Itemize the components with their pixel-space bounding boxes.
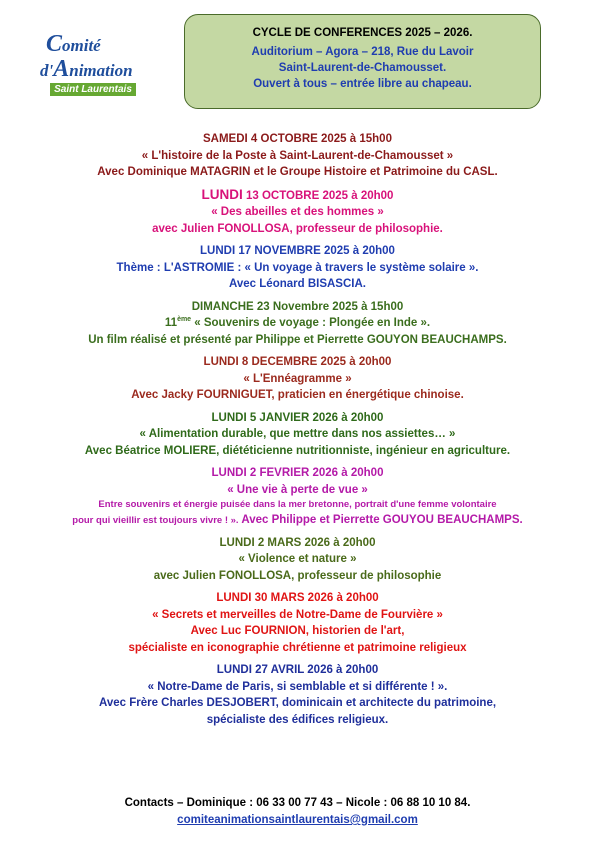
event-speaker: Avec Luc FOURNION, historien de l'art, — [190, 625, 405, 637]
event-title: « Des abeilles et des hommes » — [211, 206, 384, 218]
event-7 — [0, 465, 595, 529]
event-speaker-detail: spécialiste en iconographie chrétienne et patrimoine religieux — [128, 641, 467, 654]
event-9 — [0, 590, 595, 656]
event-2 — [0, 187, 595, 238]
event-date: LUNDI 2 MARS 2026 à 20h00 — [219, 536, 376, 549]
event-date: LUNDI 5 JANVIER 2026 à 20h00 — [211, 411, 384, 424]
event-8 — [0, 535, 595, 585]
event-speaker: avec Julien FONOLLOSA, professeur de philosophie. — [152, 222, 443, 235]
event-date: LUNDI 13 OCTOBRE 2025 à 20h00 — [201, 186, 394, 202]
event-date: LUNDI 30 MARS 2026 à 20h00 — [216, 592, 379, 604]
event-speaker: Avec Frère Charles DESJOBERT, dominicain et architecte du patrimoine, — [98, 697, 497, 709]
logo — [40, 32, 140, 98]
event-title: « L'Ennéagramme » — [243, 372, 352, 385]
logo-line-animation: d'Animation — [40, 56, 133, 82]
header-title: CYCLE DE CONFERENCES 2025 – 2026. — [252, 27, 473, 39]
event-date: SAMEDI 4 OCTOBRE 2025 à 15h00 — [203, 133, 392, 145]
header-access: Ouvert à tous – entrée libre au chapeau. — [253, 78, 472, 90]
event-speaker: pour qui vieillir est toujours vivre ! ». Avec Philippe et Pierrette GOUYOU BEAUCHAMPS. — [72, 514, 523, 526]
event-description: Entre souvenirs et énergie puisée dans la mer bretonne, portrait d'une femme volontaire — [98, 499, 497, 510]
event-speaker: Avec Jacky FOURNIGUET, praticien en énergétique chinoise. — [131, 389, 464, 401]
event-speaker: Avec Béatrice MOLIERE, diététicienne nutritionniste, ingénieur en agriculture. — [84, 444, 511, 457]
header-address: Auditorium – Agora – 218, Rue du Lavoir — [251, 46, 474, 58]
event-date: LUNDI 2 FEVRIER 2026 à 20h00 — [211, 467, 384, 479]
event-3 — [0, 243, 595, 293]
event-title: « L'histoire de la Poste à Saint-Laurent-de-Chamousset » — [141, 149, 454, 162]
contact-email-link[interactable]: comiteanimationsaintlaurentais@gmail.com — [177, 814, 418, 826]
event-6 — [0, 410, 595, 460]
event-title: « Une vie à perte de vue » — [227, 483, 368, 496]
event-date: LUNDI 27 AVRIL 2026 à 20h00 — [216, 664, 379, 676]
event-title: 11ème « Souvenirs de voyage : Plongée en Inde ». — [164, 316, 431, 329]
event-speaker: Avec Dominique MATAGRIN et le Groupe Histoire et Patrimoine du CASL. — [97, 166, 498, 178]
event-speaker: avec Julien FONOLLOSA, professeur de philosophie — [153, 569, 442, 582]
events-list — [0, 131, 595, 734]
contacts — [0, 795, 595, 829]
logo-line-comite: Comité — [46, 31, 101, 57]
event-date: LUNDI 17 NOVEMBRE 2025 à 20h00 — [200, 245, 395, 257]
logo-bar: Saint Laurentais — [50, 83, 136, 96]
event-1 — [0, 131, 595, 181]
event-title: « Secrets et merveilles de Notre-Dame de Fourvière » — [152, 608, 443, 621]
event-5 — [0, 354, 595, 404]
event-speaker-detail: spécialiste des édifices religieux. — [206, 713, 389, 726]
contacts-phones: Contacts – Dominique : 06 33 00 77 43 – Nicole : 06 88 10 10 84. — [124, 797, 471, 809]
event-title: « Violence et nature » — [238, 553, 357, 565]
event-10 — [0, 662, 595, 728]
event-speaker: Un film réalisé et présenté par Philippe et Pierrette GOUYON BEAUCHAMPS. — [88, 333, 507, 346]
event-title: « Alimentation durable, que mettre dans nos assiettes… » — [139, 428, 456, 440]
event-title: « Notre-Dame de Paris, si semblable et si différente ! ». — [147, 680, 448, 693]
header-box — [184, 14, 541, 109]
event-speaker: Avec Léonard BISASCIA. — [229, 278, 366, 290]
header-town: Saint-Laurent-de-Chamousset. — [278, 62, 447, 74]
event-date: LUNDI 8 DECEMBRE 2025 à 20h00 — [203, 356, 392, 368]
event-date: DIMANCHE 23 Novembre 2025 à 15h00 — [191, 300, 404, 313]
event-4 — [0, 299, 595, 349]
event-title: Thème : L'ASTROMIE : « Un voyage à travers le système solaire ». — [116, 261, 479, 274]
